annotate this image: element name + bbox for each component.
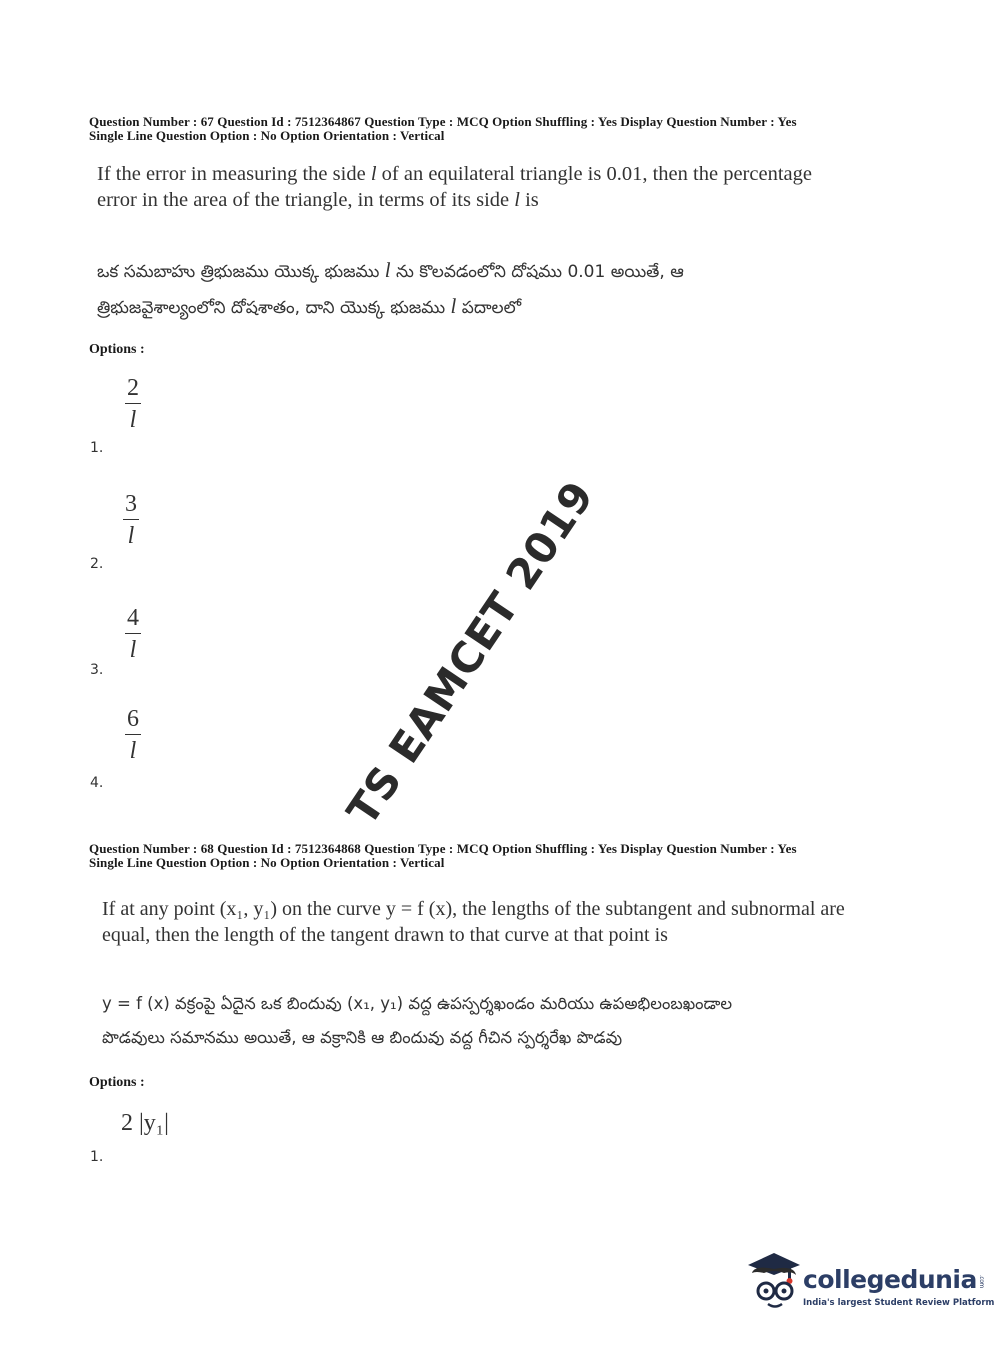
q67-english-line1: If the error in measuring the side l of an equilateral triangle is 0.01, then the percentage [97,163,812,185]
q67-option2-number: 2. [90,556,104,572]
q68-option1-text[interactable]: 2 |y₁| [121,1110,169,1136]
q68-meta-line1: Question Number : 68 Question Id : 7512364868 Question Type : MCQ Option Shuffling : Yes Display Question Number : Yes [89,841,797,856]
q68-telugu-line2: పొడవులు సమానము అయితే, ఆ వక్రానికి ఆ బిందువు వద్ద గీచిన స్పర్శరేఖ పొడవు [102,1028,623,1047]
q67-english-text [97,161,812,213]
collegedunia-mascot-icon [744,1251,804,1311]
q68-options-label: Options : [89,1075,145,1090]
q68-option1-number: 1. [90,1149,104,1165]
q67-option3-number: 3. [90,662,104,678]
watermark: TS EAMCET 2019 [337,472,604,834]
q68-english-text [102,896,845,948]
q68-meta-line2: Single Line Question Option : No Option Orientation : Vertical [89,855,445,870]
q67-option3-fraction[interactable] [125,605,141,664]
collegedunia-tagline: India's largest Student Review Platform [803,1298,995,1308]
q67-english-line2: error in the area of the triangle, in terms of its side l is [97,189,539,211]
q67-option1-denominator: l [129,407,137,433]
q67-telugu-line1: ఒక సమబాహు త్రిభుజము యొక్క భుజము l ను కొలవడంలోని దోషము 0.01 అయితే, ఆ [97,258,684,282]
q67-option3-denominator: l [129,637,137,663]
q67-option2-numerator: 3 [123,491,139,520]
q67-option2-denominator: l [127,523,135,549]
collegedunia-logo-text: collegedunia.com [803,1265,985,1294]
q67-option4-number: 4. [90,775,104,791]
q67-option4-fraction[interactable] [125,706,141,765]
q68-telugu-text [102,987,732,1055]
q67-meta-line1: Question Number : 67 Question Id : 7512364867 Question Type : MCQ Option Shuffling : Yes Display Question Number : Yes [89,114,797,129]
q67-option1-numerator: 2 [125,375,141,404]
q67-option3-numerator: 4 [125,605,141,634]
q67-meta-line2: Single Line Question Option : No Option Orientation : Vertical [89,128,445,143]
q67-option1-fraction[interactable] [125,375,141,434]
q68-telugu-line1: y = f (x) వక్రంపై ఏదైన ఒక బిందువు (x₁, y₁) వద్ద ఉపస్పర్శఖండం మరియు ఉపఅభిలంబఖండాల [102,994,733,1013]
q67-option4-numerator: 6 [125,706,141,735]
q68-english-line1: If at any point (x₁, y₁) on the curve y = f (x), the lengths of the subtangent and subnormal are [102,898,845,920]
q67-options-label: Options : [89,342,145,357]
q67-option1-number: 1. [90,440,104,456]
q67-option2-fraction[interactable] [123,491,139,550]
q67-telugu-line2: త్రిభుజవైశాల్యంలోని దోషశాతం, దాని యొక్క భుజము l పదాలలో [97,294,522,318]
q68-english-line2: equal, then the length of the tangent drawn to that curve at that point is [102,924,668,946]
q67-telugu-text [97,253,684,325]
q67-option4-denominator: l [129,738,137,764]
